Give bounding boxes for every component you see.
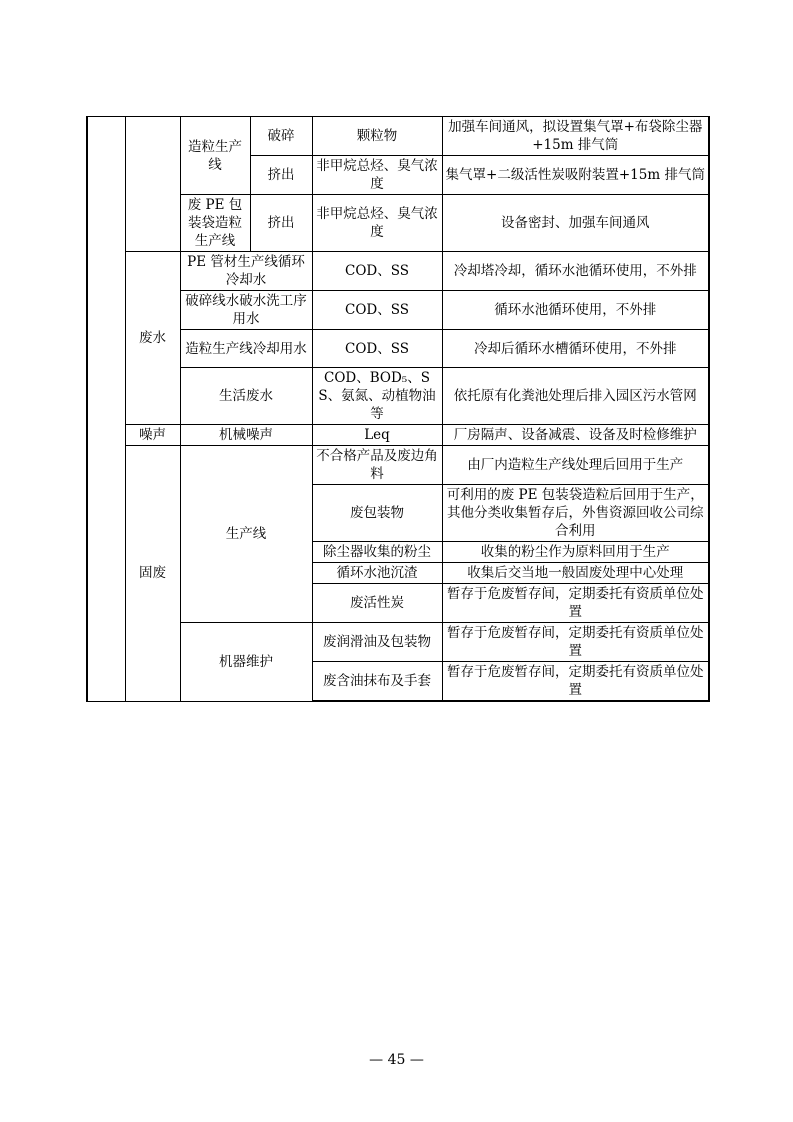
source-cell: 机械噪声 [180, 425, 312, 446]
measure-cell: 厂房隔声、设备减震、设备及时检修维护 [442, 425, 709, 446]
pollutant-cell: 非甲烷总烃、臭气浓度 [312, 156, 442, 195]
category-cell: 噪声 [125, 425, 180, 446]
pollutant-cell: 除尘器收集的粉尘 [312, 542, 442, 563]
measure-cell: 由厂内造粒生产线处理后回用于生产 [442, 446, 709, 485]
source-cell: 造粒生产线 [180, 117, 250, 195]
measure-cell: 集气罩+二级活性炭吸附装置+15m 排气筒 [442, 156, 709, 195]
measure-cell: 冷却后循环水槽循环使用，不外排 [442, 330, 709, 368]
pollutant-cell: 废活性炭 [312, 584, 442, 623]
pollutant-cell: COD、SS [312, 330, 442, 368]
category-cell: 固废 [125, 446, 180, 702]
measure-cell: 设备密封、加强车间通风 [442, 195, 709, 252]
measure-cell: 暂存于危废暂存间，定期委托有资质单位处置 [442, 623, 709, 662]
measure-cell: 收集后交当地一般固废处理中心处理 [442, 563, 709, 584]
table-row [87, 195, 709, 252]
source-cell: 生活废水 [180, 368, 312, 425]
table-row [87, 117, 709, 156]
table-row [87, 252, 709, 291]
table-row [87, 425, 709, 446]
source-cell: 破碎线水破水洗工序用水 [180, 291, 312, 330]
source-cell: 生产线 [180, 446, 312, 623]
measure-cell: 收集的粉尘作为原料回用于生产 [442, 542, 709, 563]
table-row [87, 330, 709, 368]
table-row [87, 291, 709, 330]
measure-cell: 加强车间通风，拟设置集气罩+布袋除尘器+15m 排气筒 [442, 117, 709, 156]
pollutant-cell: COD、SS [312, 252, 442, 291]
step-cell: 挤出 [250, 195, 312, 252]
measure-cell: 可利用的废 PE 包装袋造粒后回用于生产，其他分类收集暂存后，外售资源回收公司综合利用 [442, 485, 709, 542]
table-row [87, 623, 709, 662]
step-cell: 挤出 [250, 156, 312, 195]
measure-cell: 循环水池循环使用，不外排 [442, 291, 709, 330]
measure-cell: 依托原有化粪池处理后排入园区污水管网 [442, 368, 709, 425]
source-cell: 机器维护 [180, 623, 312, 702]
table-row [87, 446, 709, 485]
pollutant-cell: 废包装物 [312, 485, 442, 542]
pollutant-cell: 颗粒物 [312, 117, 442, 156]
blank-cell [125, 117, 180, 252]
pollutant-cell: 废含油抹布及手套 [312, 662, 442, 702]
pollution-control-table [86, 116, 710, 702]
step-cell: 破碎 [250, 117, 312, 156]
pollutant-cell: 循环水池沉渣 [312, 563, 442, 584]
blank-cell [87, 117, 125, 702]
source-cell: 造粒生产线冷却用水 [180, 330, 312, 368]
source-cell: PE 管材生产线循环冷却水 [180, 252, 312, 291]
pollutant-cell: 不合格产品及废边角料 [312, 446, 442, 485]
table-row [87, 368, 709, 425]
source-cell: 废 PE 包装袋造粒生产线 [180, 195, 250, 252]
pollutant-cell: 废润滑油及包装物 [312, 623, 442, 662]
category-cell: 废水 [125, 252, 180, 425]
measure-cell: 暂存于危废暂存间，定期委托有资质单位处置 [442, 662, 709, 702]
pollutant-cell: COD、SS [312, 291, 442, 330]
pollutant-cell: 非甲烷总烃、臭气浓度 [312, 195, 442, 252]
measure-cell: 冷却塔冷却，循环水池循环使用，不外排 [442, 252, 709, 291]
measure-cell: 暂存于危废暂存间，定期委托有资质单位处置 [442, 584, 709, 623]
pollutant-cell: Leq [312, 425, 442, 446]
pollutant-cell: COD、BOD₅、SS、氨氮、动植物油等 [312, 368, 442, 425]
page-number: — 45 — [369, 1052, 424, 1068]
